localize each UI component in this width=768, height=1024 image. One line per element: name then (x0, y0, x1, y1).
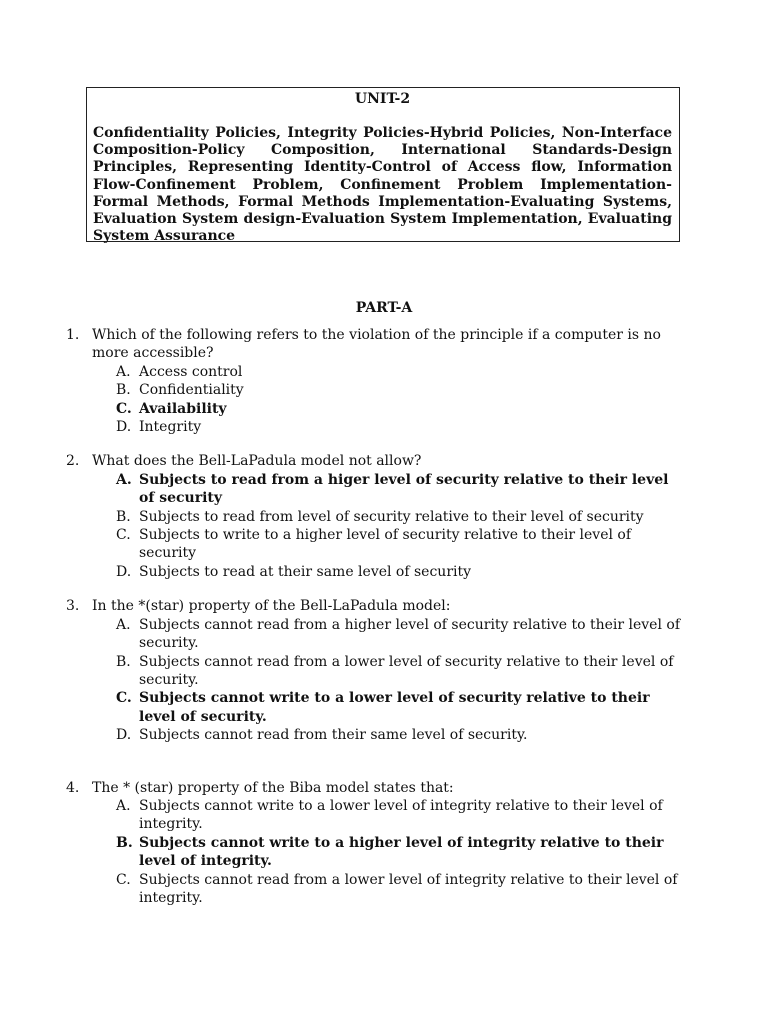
question-number: 1. (66, 327, 80, 343)
option-letter: A. (116, 363, 131, 380)
option-letter: C. (116, 690, 132, 707)
question-text: In the *(star) property of the Bell-LaPadula model: (92, 598, 451, 615)
option-b (66, 653, 686, 690)
option-text: Confidentiality (139, 382, 244, 399)
option-text: Subjects cannot read from a lower level of integrity relative to their level of integrity. (139, 871, 678, 906)
option-text: Subjects cannot read from a lower level of security relative to their level of security. (139, 653, 674, 688)
option-a (66, 363, 686, 381)
option-d (66, 726, 686, 744)
option-text: Subjects to read from level of security relative to their level of security (139, 508, 644, 525)
option-text: Subjects cannot read from a higher level of security relative to their level of security. (139, 616, 681, 652)
option-list (66, 471, 686, 581)
option-text: Subjects cannot write to a higher level of integrity relative to their level of integrity. (139, 834, 664, 870)
option-text: Subjects to read at their same level of security (139, 563, 472, 580)
option-text: Subjects cannot write to a lower level of security relative to their level of security. (139, 690, 650, 725)
option-b (66, 508, 686, 526)
question-text: Which of the following refers to the violation of the principle if a computer is no more accessible? (92, 327, 661, 362)
option-text: Subjects cannot read from their same level of security. (139, 727, 528, 744)
question-number: 3. (66, 598, 80, 615)
option-text: Subjects cannot write to a lower level of integrity relative to their level of integrity. (139, 797, 663, 833)
option-c-correct-answer (66, 400, 686, 418)
question-number: 2. (66, 453, 80, 470)
option-letter: B. (116, 508, 131, 525)
option-a (66, 616, 686, 653)
option-letter: D. (116, 727, 132, 744)
option-letter: B. (116, 834, 133, 851)
option-letter: A. (116, 797, 131, 814)
question-list (66, 326, 686, 907)
question-2 (66, 452, 686, 581)
option-letter: D. (116, 419, 132, 436)
option-c (66, 526, 686, 563)
option-letter: C. (116, 527, 131, 544)
option-list (66, 797, 686, 907)
option-a (66, 797, 686, 834)
option-letter: A. (116, 616, 131, 633)
option-text: Availability (139, 400, 227, 417)
unit-topics: Confidentiality Policies, Integrity Policies-Hybrid Policies, Non-Interface Composition-Policy Composition, International Standards-Design Principles, Representing Identity-Control of Access flow, Information Flow-Confinement Problem, Confinement Problem Implementation-Formal Methods, Formal Methods Implementation-Evaluating Systems, Evaluation System design-Evaluation System Implementation, Evaluating System Assurance (93, 125, 672, 245)
option-letter: B. (116, 653, 131, 670)
option-list (66, 616, 686, 745)
unit-syllabus-box (86, 87, 680, 245)
option-text: Subjects to read from a higer level of security relative to their level of security (139, 471, 669, 507)
question-number: 4. (66, 779, 80, 796)
option-letter: D. (116, 563, 132, 580)
option-letter: C. (116, 871, 131, 888)
part-title: PART-A (355, 300, 413, 316)
question-4 (66, 779, 686, 908)
unit-title: UNIT-2 (354, 91, 411, 107)
option-d (66, 563, 686, 581)
option-c-correct-answer (66, 689, 686, 726)
question-text: What does the Bell-LaPadula model not allow? (92, 453, 422, 470)
option-letter: A. (116, 471, 132, 488)
option-text: Access control (139, 363, 243, 380)
question-1 (66, 326, 686, 436)
option-text: Integrity (139, 419, 202, 436)
option-b-correct-answer (66, 834, 686, 871)
question-text: The * (star) property of the Biba model states that: (92, 779, 454, 796)
option-a-correct-answer (66, 471, 686, 508)
option-d (66, 418, 686, 436)
option-b (66, 381, 686, 399)
option-letter: B. (116, 382, 131, 399)
option-text: Subjects to write to a higher level of security relative to their level of security (139, 527, 632, 562)
question-3 (66, 597, 686, 744)
option-list (66, 363, 686, 437)
option-c (66, 871, 686, 908)
option-letter: C. (116, 400, 132, 417)
